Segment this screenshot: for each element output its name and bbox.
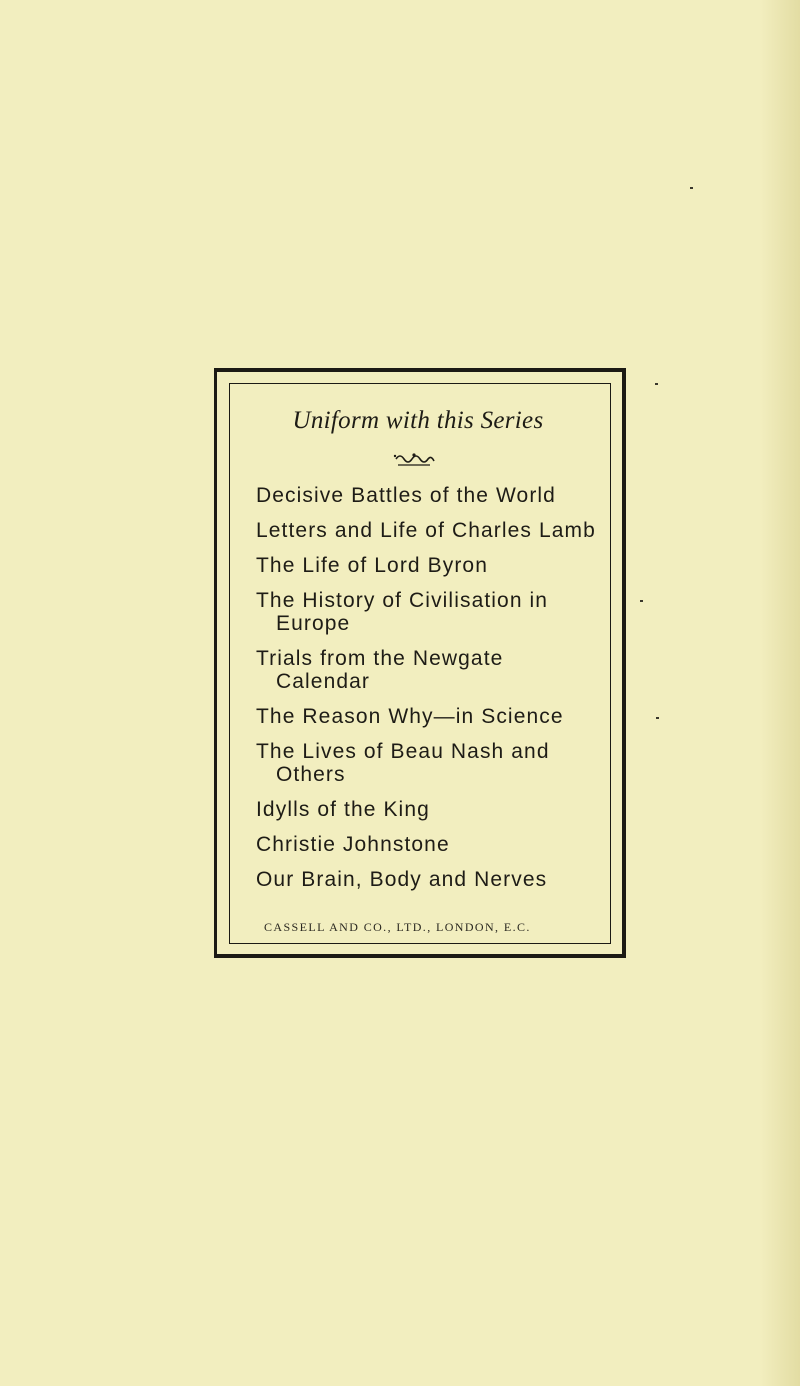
page-title: Uniform with this Series [292, 407, 544, 434]
page-edge-shading [760, 0, 800, 1386]
list-item: Our Brain, Body and Nerves [256, 868, 548, 891]
list-item: The Reason Why—in Science [256, 705, 564, 728]
publisher-imprint: CASSELL AND CO., LTD., LONDON, E.C. [264, 920, 531, 934]
list-item: The Lives of Beau Nash and Others [256, 740, 550, 786]
paper-speck [690, 187, 693, 189]
list-item: Decisive Battles of the World [256, 484, 556, 507]
list-item: The Life of Lord Byron [256, 554, 488, 577]
list-item: Trials from the Newgate Calendar [256, 647, 504, 693]
ornament-icon [392, 451, 436, 471]
list-item: Letters and Life of Charles Lamb [256, 519, 596, 542]
book-list [256, 484, 596, 903]
paper-speck [656, 717, 659, 719]
list-item: Idylls of the King [256, 798, 430, 821]
list-item: Christie Johnstone [256, 833, 450, 856]
list-item: The History of Civilisation in Europe [256, 589, 549, 635]
paper-speck [640, 600, 643, 602]
paper-speck [655, 383, 658, 385]
